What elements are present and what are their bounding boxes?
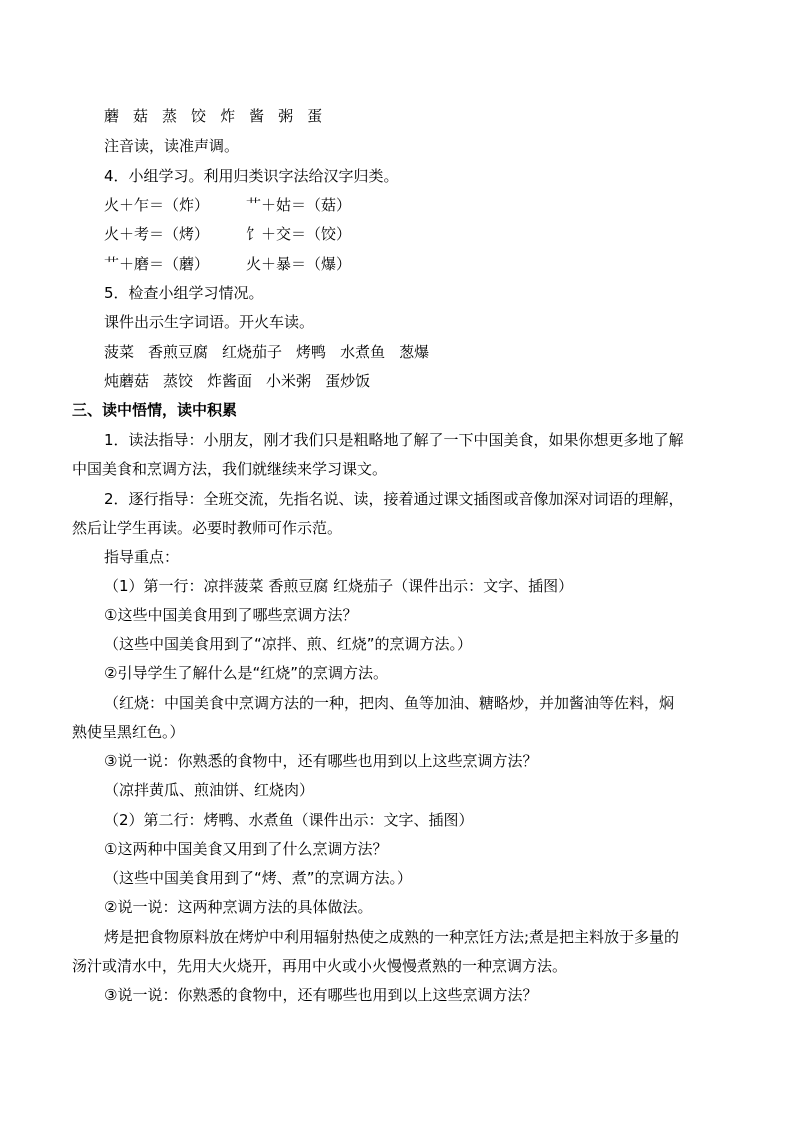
formula: 火＋乍＝（炸）: [104, 196, 210, 214]
formula: 艹＋磨＝（蘑）: [104, 255, 210, 273]
paragraph: 汤汁或清水中，先用大火烧开，再用中火或小火慢慢煮熟的一种烹调方法。: [72, 957, 568, 975]
paragraph: ③说一说：你熟悉的食物中，还有哪些也用到以上这些烹调方法？: [104, 752, 538, 770]
word: 水煮鱼: [340, 343, 386, 361]
paragraph: ②说一说：这两种烹调方法的具体做法。: [104, 898, 373, 916]
paragraph: 然后让学生再读。必要时教师可作示范。: [72, 519, 343, 537]
formula-row: [104, 195, 209, 215]
character: 菇: [133, 107, 149, 125]
paragraph: 4．小组学习。利用归类识字法给汉字归类。: [104, 167, 399, 185]
paragraph: 2．逐行指导：全班交流，先指名说、读，接着通过课文插图或音像加深对词语的理解，: [104, 490, 684, 508]
word-row: [104, 342, 429, 362]
word: 炖蘑菇: [104, 372, 150, 390]
character: 蛋: [307, 107, 323, 125]
formula-row: [104, 224, 209, 244]
formula-row: [104, 254, 209, 274]
formula: 火＋考＝（烤）: [104, 225, 210, 243]
paragraph: ③说一说：你熟悉的食物中，还有哪些也用到以上这些烹调方法？: [104, 986, 538, 1004]
word: 小米粥: [266, 372, 312, 390]
word: 蛋炒饭: [325, 372, 371, 390]
formula: 火＋暴＝（爆）: [246, 255, 352, 273]
word: 蒸饺: [163, 372, 194, 390]
paragraph: 课件出示生字词语。开火车读。: [104, 313, 315, 331]
paragraph: 指导重点：: [104, 548, 180, 566]
paragraph: 5．检查小组学习情况。: [104, 284, 264, 302]
paragraph: 1．读法指导：小朋友，刚才我们只是粗略地了解了一下中国美食，如果你想更多地了解: [104, 431, 684, 449]
paragraph: （1）第一行：凉拌菠菜 香煎豆腐 红烧茄子（课件出示：文字、插图）: [104, 577, 574, 595]
word: 烤鸭: [296, 343, 327, 361]
section-heading: 三、读中悟情，读中积累: [72, 401, 238, 419]
character: 饺: [191, 107, 207, 125]
paragraph: （2）第二行：烤鸭、水煮鱼（课件出示：文字、插图）: [104, 811, 474, 829]
character: 炸: [220, 107, 236, 125]
paragraph: 中国美食和烹调方法，我们就继续来学习课文。: [72, 460, 388, 478]
paragraph: 注音读，读准声调。: [104, 137, 240, 155]
paragraph: 熟使呈黑红色。）: [72, 723, 185, 741]
character: 酱: [249, 107, 265, 125]
word: 菠菜: [104, 343, 135, 361]
formula: 艹＋姑＝（菇）: [246, 196, 352, 214]
paragraph: ①这两种中国美食又用到了什么烹调方法？: [104, 840, 388, 858]
paragraph: （红烧：中国美食中烹调方法的一种，把肉、鱼等加油、糖略炒，并加酱油等佐料，焖: [104, 694, 675, 712]
paragraph: ②引导学生了解什么是“红烧”的烹调方法。: [104, 664, 388, 682]
paragraph: （凉拌黄瓜、煎油饼、红烧肉）: [104, 781, 315, 799]
word: 红烧茄子: [222, 343, 283, 361]
character: 蒸: [162, 107, 178, 125]
word: 葱爆: [399, 343, 430, 361]
formula: 饣＋交＝（饺）: [246, 225, 352, 243]
paragraph: ①这些中国美食用到了哪些烹调方法？: [104, 606, 358, 624]
character: 粥: [278, 107, 294, 125]
character: 蘑: [104, 107, 120, 125]
word: 香煎豆腐: [148, 343, 209, 361]
word-row: [104, 371, 370, 391]
character-row: [104, 106, 322, 126]
paragraph: 烤是把食物原料放在烤炉中利用辐射热使之成熟的一种烹饪方法;煮是把主料放于多量的: [104, 928, 680, 946]
paragraph: （这些中国美食用到了“烤、煮”的烹调方法。）: [104, 869, 413, 887]
paragraph: （这些中国美食用到了“凉拌、煎、红烧”的烹调方法。）: [104, 635, 473, 653]
word: 炸酱面: [207, 372, 253, 390]
